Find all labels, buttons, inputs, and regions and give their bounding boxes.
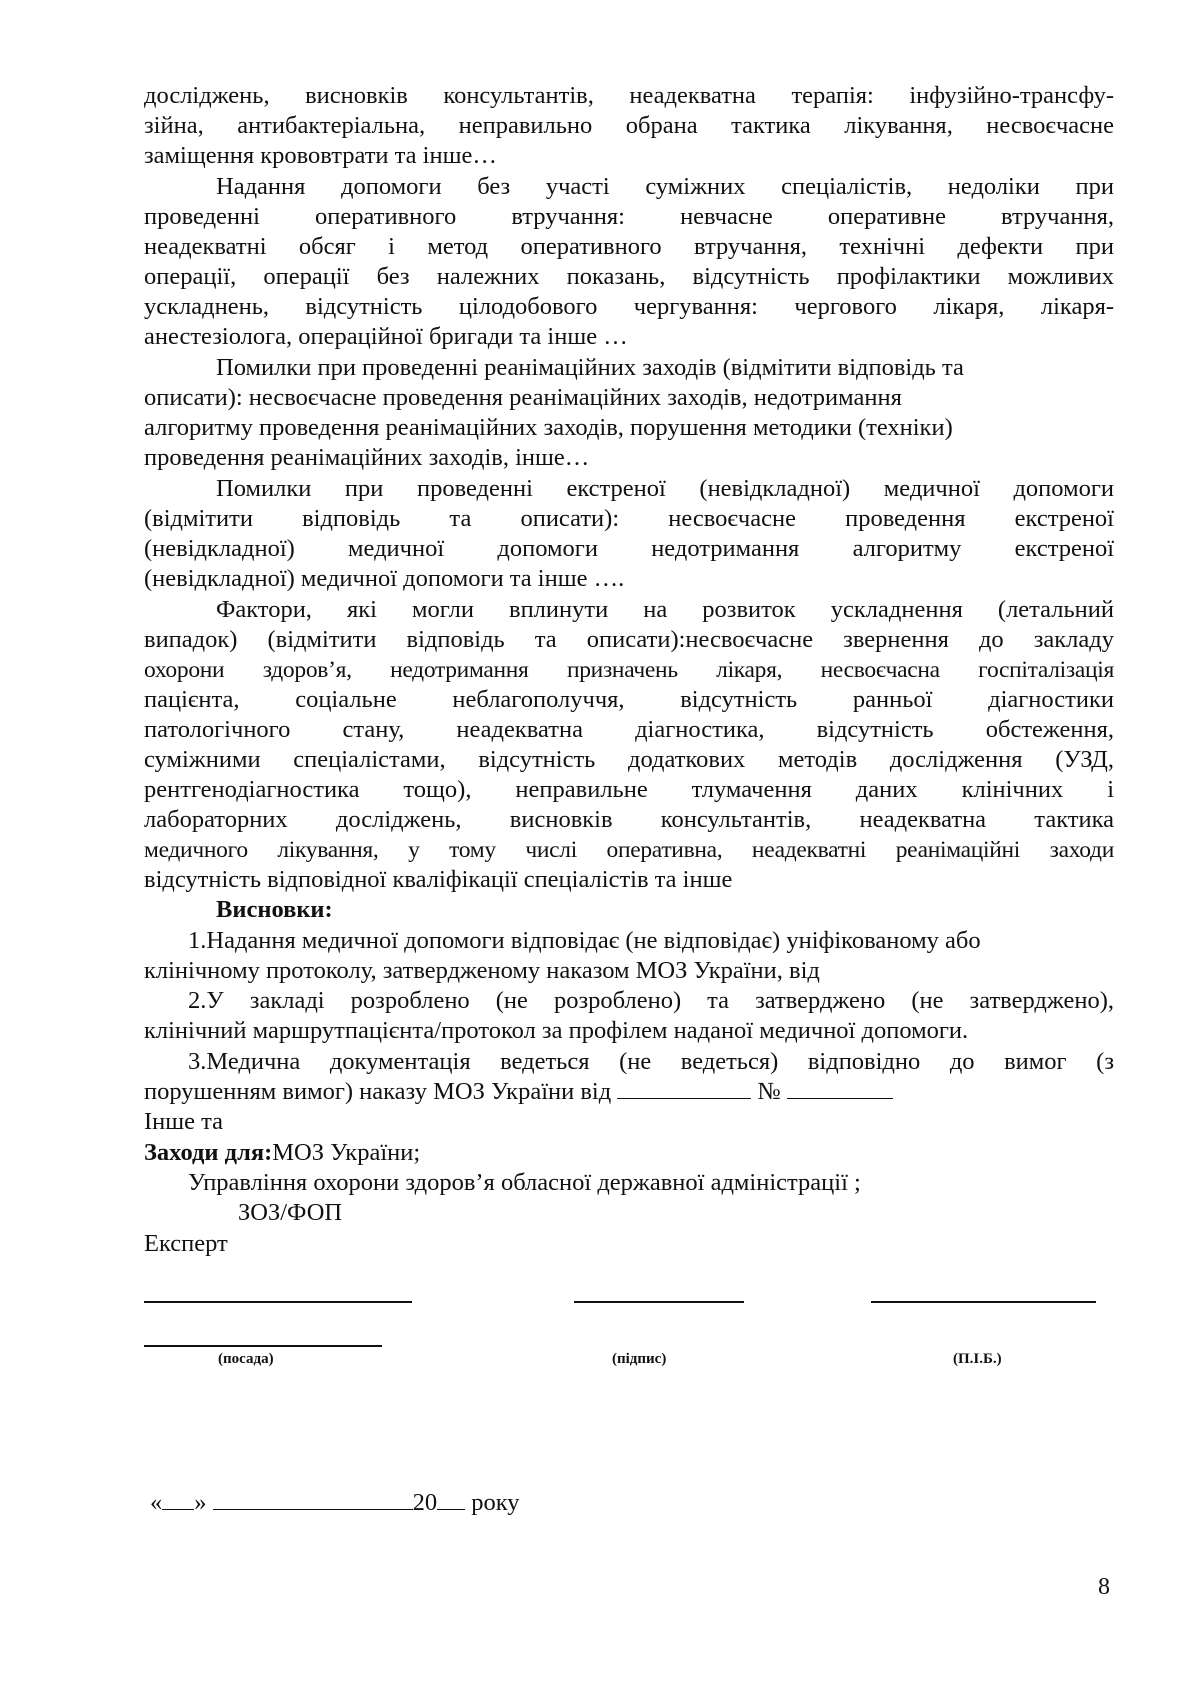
body-line: пацієнта, соціальне неблагополуччя, відсутність ранньої діагностики bbox=[144, 686, 1114, 713]
body-line: проведення реанімаційних заходів, інше… bbox=[144, 444, 590, 471]
body-line: рентгенодіагностика тощо), неправильне тлумачення даних клінічних і bbox=[144, 776, 1114, 803]
body-line: Надання допомоги без участі суміжних спеціалістів, недоліки при bbox=[216, 173, 1114, 200]
body-line: описати): несвоєчасне проведення реанімаційних заходів, недотримання bbox=[144, 384, 902, 411]
day-blank[interactable] bbox=[162, 1487, 194, 1510]
date-open-quote: « bbox=[150, 1489, 163, 1516]
measures-recipient-line: Управління охорони здоров’я обласної державної адміністрації ; bbox=[188, 1169, 861, 1196]
measures-label: Заходи для: bbox=[144, 1139, 273, 1166]
body-line: ускладнень, відсутність цілодобового чергування: чергового лікаря, лікаря- bbox=[144, 293, 1114, 320]
body-line: лабораторних досліджень, висновків консультантів, неадекватна тактика bbox=[144, 806, 1114, 833]
date-century: 20 bbox=[412, 1489, 438, 1516]
body-line: Помилки при проведенні екстреної (невідкладної) медичної допомоги bbox=[216, 475, 1114, 502]
conclusions-heading: Висновки: bbox=[216, 896, 333, 923]
body-line: операції, операції без належних показань, відсутність профілактики можливих bbox=[144, 263, 1114, 290]
conclusion-line: 1.Надання медичної допомоги відповідає (не відповідає) уніфікованому або bbox=[188, 927, 981, 954]
expert-label: Експерт bbox=[144, 1230, 228, 1257]
name-caption: (П.І.Б.) bbox=[953, 1351, 1002, 1367]
page-number: 8 bbox=[1098, 1574, 1110, 1600]
position-caption: (посада) bbox=[218, 1351, 274, 1367]
signature-line[interactable] bbox=[574, 1301, 744, 1303]
position-signature-line[interactable] bbox=[144, 1301, 412, 1303]
order-date-blank[interactable] bbox=[617, 1076, 751, 1099]
other-line: Інше та bbox=[144, 1108, 224, 1135]
body-line: суміжними спеціалістами, відсутність додаткових методів дослідження (УЗД, bbox=[144, 746, 1114, 773]
body-line: проведенні оперативного втручання: невчасне оперативне втручання, bbox=[144, 203, 1114, 230]
body-line: анестезіолога, операційної бригади та інше … bbox=[144, 323, 628, 350]
conclusion-line: 2.У закладі розроблено (не розроблено) та затверджено (не затверджено), bbox=[188, 987, 1114, 1014]
body-line: Помилки при проведенні реанімаційних заходів (відмітити відповідь та bbox=[216, 354, 964, 381]
year-blank[interactable] bbox=[437, 1487, 465, 1510]
conclusion-line: 3.Медична документація ведеться (не ведеться) відповідно до вимог (з bbox=[188, 1048, 1114, 1075]
body-line: заміщення крововтрати та інше… bbox=[144, 142, 497, 169]
order-number-blank[interactable] bbox=[787, 1076, 893, 1099]
body-line: патологічного стану, неадекватна діагностика, відсутність обстеження, bbox=[144, 716, 1114, 743]
body-line: медичного лікування, у тому числі оперативна, неадекватні реанімаційні заходи bbox=[144, 837, 1114, 863]
body-line: (невідкладної) медичної допомоги та інше …. bbox=[144, 565, 625, 592]
body-line: (відмітити відповідь та описати): несвоєчасне проведення екстреної bbox=[144, 505, 1114, 532]
month-blank[interactable] bbox=[213, 1487, 413, 1510]
body-line: Фактори, які могли вплинути на розвиток ускладнення (летальний bbox=[216, 596, 1114, 623]
body-line: досліджень, висновків консультантів, неадекватна терапія: інфузійно-трансфу- bbox=[144, 82, 1114, 109]
conclusion-line: клінічному протоколу, затвердженому наказом МОЗ України, від bbox=[144, 957, 820, 984]
conclusion-order-text: порушенням вимог) наказу МОЗ України від bbox=[144, 1078, 612, 1105]
body-line: алгоритму проведення реанімаційних заходів, порушення методики (техніки) bbox=[144, 414, 953, 441]
body-line: зійна, антибактеріальна, неправильно обрана тактика лікування, несвоєчасне bbox=[144, 112, 1114, 139]
name-signature-line[interactable] bbox=[871, 1301, 1096, 1303]
measures-recipient-line: ЗОЗ/ФОП bbox=[238, 1199, 343, 1226]
measures-line bbox=[144, 1137, 1114, 1169]
body-line: відсутність відповідної кваліфікації спеціалістів та інше bbox=[144, 866, 733, 893]
date-close-quote: » bbox=[194, 1489, 207, 1516]
measures-recipient: МОЗ України; bbox=[272, 1139, 421, 1166]
body-line: (невідкладної) медичної допомоги недотримання алгоритму екстреної bbox=[144, 535, 1114, 562]
date-year-word: року bbox=[471, 1489, 520, 1516]
signature-caption: (підпис) bbox=[612, 1351, 667, 1367]
body-line: випадок) (відмітити відповідь та описати):несвоєчасне звернення до закладу bbox=[144, 626, 1114, 653]
date-line bbox=[150, 1487, 1120, 1519]
conclusion-line-with-blanks bbox=[144, 1076, 1114, 1108]
conclusion-line: клінічний маршрутпацієнта/протокол за профілем наданої медичної допомоги. bbox=[144, 1017, 969, 1044]
body-line: неадекватні обсяг і метод оперативного втручання, технічні дефекти при bbox=[144, 233, 1114, 260]
position-second-line[interactable] bbox=[144, 1345, 382, 1347]
number-sign: № bbox=[757, 1078, 781, 1105]
body-line: охорони здоров’я, недотримання призначень лікаря, несвоєчасна госпіталізація bbox=[144, 657, 1114, 683]
